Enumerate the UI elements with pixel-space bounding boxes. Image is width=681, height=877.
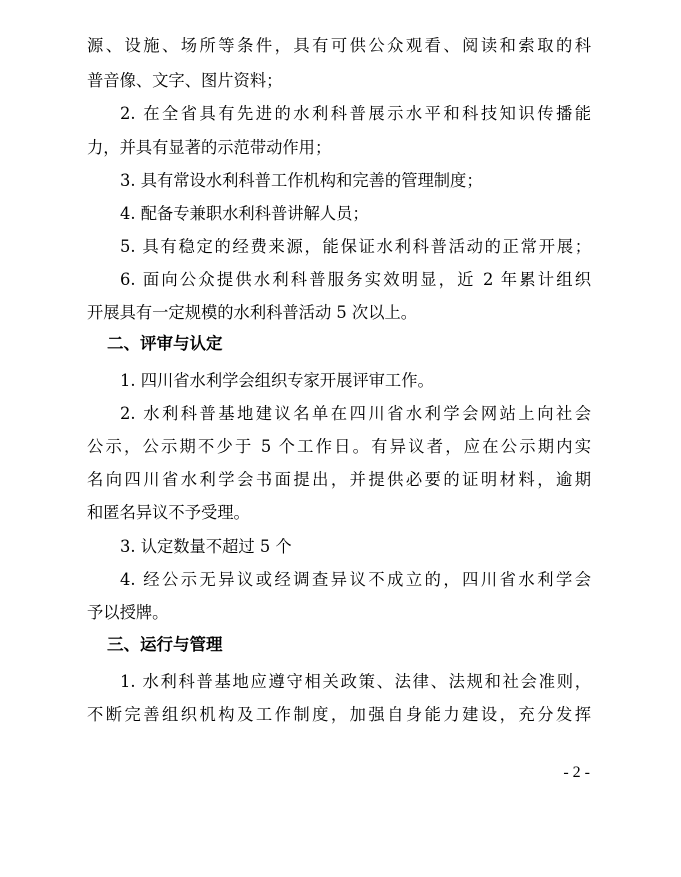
list-item-line: 5. 具有稳定的经费来源，能保证水利科普活动的正常开展；	[120, 237, 591, 256]
paragraph-line: 开展具有一定规模的水利科普活动 5 次以上。	[87, 303, 418, 322]
list-item-line: 3. 认定数量不超过 5 个	[120, 537, 292, 556]
list-item-line: 2. 水利科普基地建议名单在四川省水利学会网站上向社会	[120, 404, 591, 423]
paragraph-line: 名向四川省水利学会书面提出，并提供必要的证明材料，逾期	[87, 470, 591, 489]
paragraph-line: 不断完善组织机构及工作制度，加强自身能力建设，充分发挥	[87, 705, 591, 724]
list-item-line: 2. 在全省具有先进的水利科普展示水平和科技知识传播能	[120, 104, 591, 123]
list-item-line: 4. 配备专兼职水利科普讲解人员；	[120, 204, 369, 223]
list-item-line: 6. 面向公众提供水利科普服务实效明显，近 2 年累计组织	[120, 270, 591, 289]
paragraph-line: 力，并具有显著的示范带动作用；	[87, 138, 332, 157]
list-item-line: 1. 水利科普基地应遵守相关政策、法律、法规和社会准则，	[120, 672, 591, 691]
paragraph-line: 源、设施、场所等条件，具有可供公众观看、阅读和索取的科	[87, 36, 591, 55]
section-heading: 三、运行与管理	[107, 635, 223, 654]
paragraph-line: 公示，公示期不少于 5 个工作日。有异议者，应在公示期内实	[87, 437, 591, 456]
section-heading: 二、评审与认定	[107, 334, 223, 353]
list-item-line: 4. 经公示无异议或经调查异议不成立的，四川省水利学会	[120, 570, 591, 589]
list-item-line: 3. 具有常设水利科普工作机构和完善的管理制度；	[120, 171, 483, 190]
paragraph-line: 普音像、文字、图片资料；	[87, 71, 283, 90]
paragraph-line: 和匿名异议不予受理。	[87, 503, 250, 522]
page-number: - 2 -	[563, 764, 590, 781]
paragraph-line: 予以授牌。	[87, 603, 169, 622]
list-item-line: 1. 四川省水利学会组织专家开展评审工作。	[120, 371, 434, 390]
